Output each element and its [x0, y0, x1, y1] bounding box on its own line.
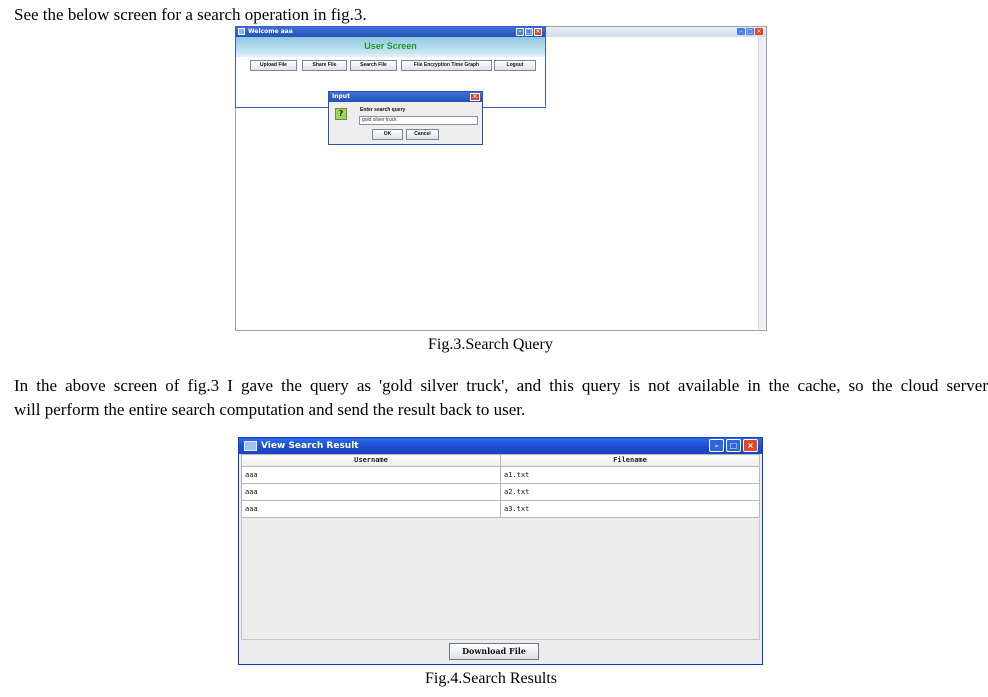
body-line-1: In the above screen of fig.3 I gave the query as 'gold silver truck', and this query is not available in the cache, so the cloud server [14, 376, 988, 395]
search-query-label: Enter search query [360, 107, 406, 113]
column-header-username[interactable]: Username [242, 455, 501, 467]
upload-file-button[interactable]: Upload File [250, 60, 297, 71]
logout-button[interactable]: Logout [494, 60, 536, 71]
fig3-caption: Fig.3.Search Query [428, 336, 553, 353]
body-line-2: will perform the entire search computation and send the result back to user. [14, 400, 526, 419]
minimize-icon[interactable]: – [516, 28, 524, 36]
username-cell[interactable]: aaa [242, 501, 501, 518]
dialog-title: Input [332, 93, 350, 100]
file-encryption-time-graph-button[interactable]: File Encryption Time Graph [401, 60, 492, 71]
fig4-caption: Fig.4.Search Results [425, 670, 557, 687]
java-window-icon [244, 441, 257, 451]
filename-cell[interactable]: a2.txt [501, 484, 760, 501]
filename-cell[interactable]: a1.txt [501, 467, 760, 484]
java-window-icon [238, 28, 245, 35]
window-title: View Search Result [261, 441, 359, 451]
minimize-icon[interactable]: – [709, 439, 724, 452]
close-icon[interactable]: × [743, 439, 758, 452]
window-title: Welcome aaa [248, 28, 293, 35]
intro-text: See the below screen for a search operation in fig.3. [14, 5, 367, 24]
username-cell[interactable]: aaa [242, 484, 501, 501]
search-result-table [241, 454, 760, 518]
username-cell[interactable]: aaa [242, 467, 501, 484]
minimize-icon[interactable]: – [737, 28, 745, 35]
search-result-titlebar [239, 438, 762, 454]
download-file-button[interactable]: Download File [449, 643, 539, 660]
close-icon[interactable]: × [756, 28, 762, 35]
input-dialog [328, 91, 483, 145]
maximize-icon[interactable]: □ [726, 439, 741, 452]
table-row[interactable] [242, 467, 760, 484]
search-query-input[interactable]: gold silver truck [359, 116, 478, 125]
share-file-button[interactable]: Share File [302, 60, 347, 71]
question-icon: ? [335, 108, 347, 120]
column-header-filename[interactable]: Filename [501, 455, 760, 467]
user-screen-titlebar [236, 27, 545, 37]
close-icon[interactable]: × [470, 93, 480, 101]
table-row[interactable] [242, 484, 760, 501]
table-empty-area [241, 519, 760, 640]
user-screen-banner [236, 37, 545, 57]
maximize-icon[interactable]: □ [747, 28, 753, 35]
table-header-row [242, 455, 760, 467]
table-row[interactable] [242, 501, 760, 518]
vertical-scrollbar[interactable] [758, 37, 766, 329]
filename-cell[interactable]: a3.txt [501, 501, 760, 518]
search-result-window [238, 437, 763, 665]
cancel-button[interactable]: Cancel [406, 129, 439, 140]
ok-button[interactable]: OK [372, 129, 403, 140]
banner-title: User Screen [364, 41, 417, 51]
input-dialog-titlebar [329, 92, 482, 102]
maximize-icon[interactable]: □ [526, 28, 532, 35]
close-icon[interactable]: × [535, 28, 541, 35]
search-file-button[interactable]: Search File [350, 60, 397, 71]
